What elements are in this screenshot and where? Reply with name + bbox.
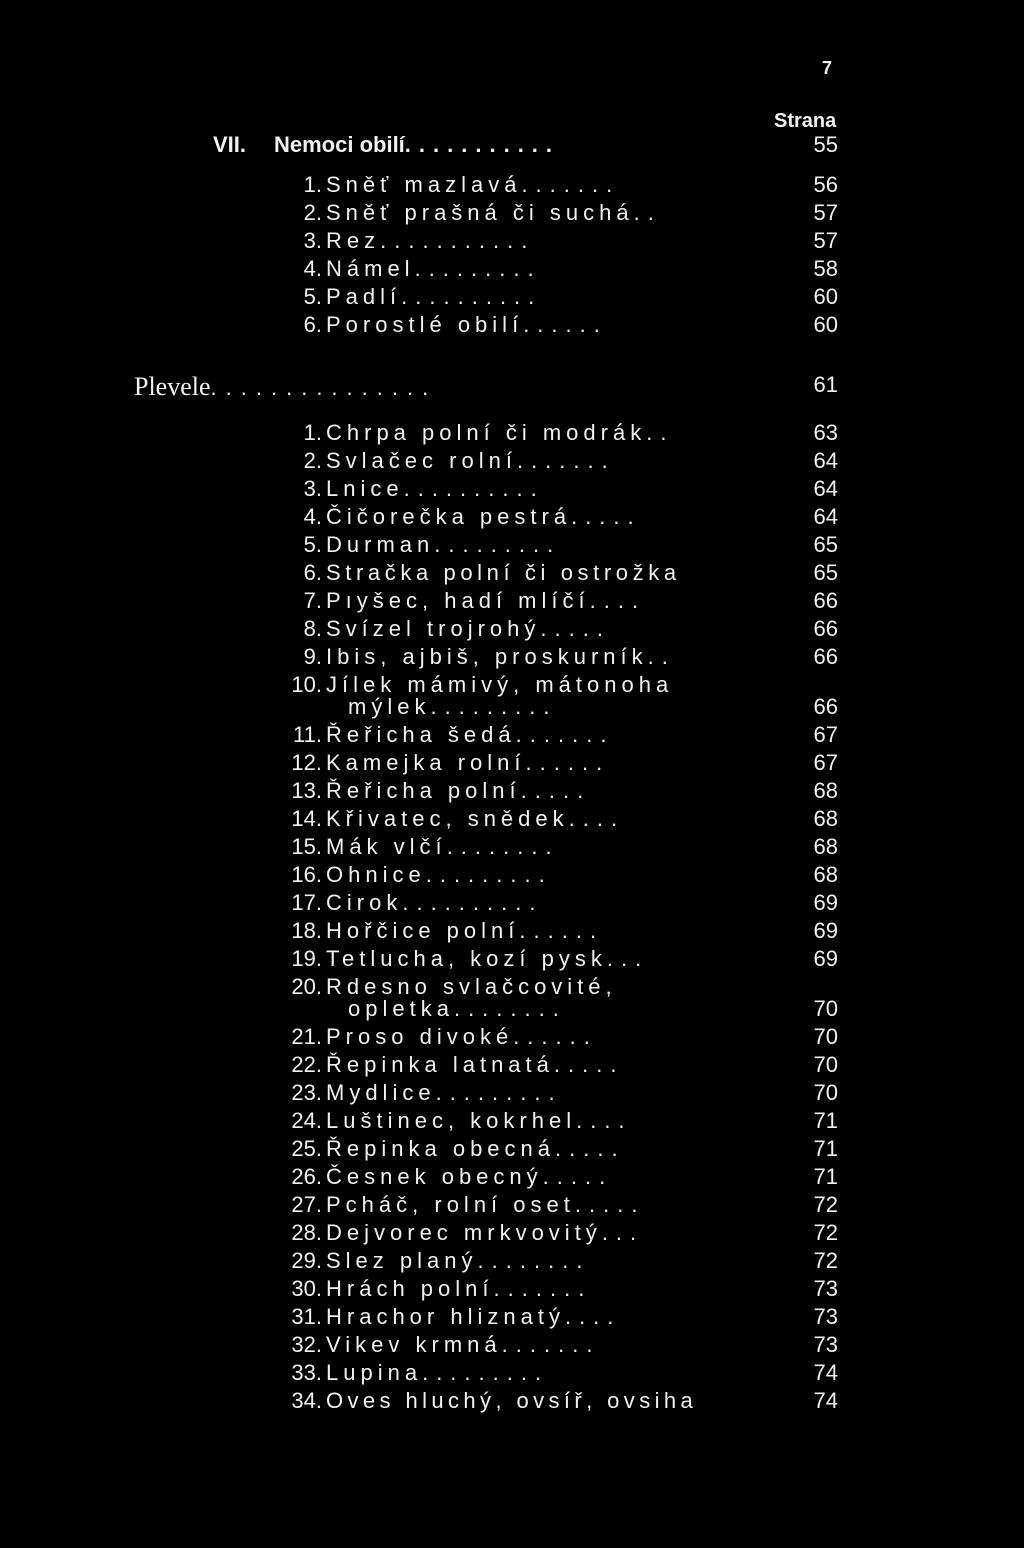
entry-number: 3. (303, 476, 322, 501)
leader-dots: .......... (401, 284, 543, 309)
leader-dots: ...... (519, 918, 605, 943)
entry-page: 73 (813, 1276, 838, 1301)
entry-title: Chrpa polní či modrák.. (326, 420, 675, 445)
leader-dots: ......... (435, 1080, 563, 1105)
entry-number: 23. (291, 1080, 322, 1105)
leader-dots: ....... (493, 1276, 593, 1301)
entry-number: 1. (303, 172, 322, 197)
toc-entry (0, 946, 1024, 976)
entry-title: Cirok.......... (326, 890, 544, 915)
toc-entry (0, 1192, 1024, 1222)
leader-dots: ......... (414, 256, 542, 281)
entry-title: Řeřicha šedá....... (326, 722, 615, 747)
entry-number: 24. (291, 1108, 322, 1133)
leader-dots: .......... (402, 890, 544, 915)
entry-title: Proso divoké...... (326, 1024, 598, 1049)
toc-entry (0, 1332, 1024, 1362)
toc-section-heading (0, 372, 1024, 402)
toc-entry (0, 862, 1024, 892)
entry-page: 70 (813, 1052, 838, 1077)
entry-page: 71 (813, 1164, 838, 1189)
entry-title: Rez........... (326, 228, 536, 253)
entry-number: 13. (291, 778, 322, 803)
entry-page: 73 (813, 1304, 838, 1329)
leader-dots: ..... (555, 1136, 626, 1161)
entry-page: 64 (813, 448, 838, 473)
leader-dots: .... (568, 806, 626, 831)
toc-entry (0, 504, 1024, 534)
toc-entry (0, 1304, 1024, 1334)
toc-entry (0, 476, 1024, 506)
entry-page: 72 (813, 1220, 838, 1245)
entry-page: 63 (813, 420, 838, 445)
entry-number: 31. (291, 1304, 322, 1329)
leader-dots: ....... (515, 722, 615, 747)
entry-page: 66 (813, 644, 838, 669)
entry-number: 6. (303, 560, 322, 585)
entry-number: 16. (291, 862, 322, 887)
entry-title: Česnek obecný..... (326, 1164, 614, 1189)
entry-title: Svízel trojrohý..... (326, 616, 611, 641)
entry-number: 8. (303, 616, 322, 641)
entry-title: Slez planý........ (326, 1248, 591, 1273)
entry-title: Tetlucha, kozí pysk... (326, 946, 650, 971)
entry-number: 3. (303, 228, 322, 253)
leader-dots: ........ (477, 1248, 591, 1273)
toc-entry (0, 1024, 1024, 1054)
entry-title: Kamejka rolní...... (326, 750, 611, 775)
leader-dots: ........... (380, 228, 536, 253)
toc-entry (0, 588, 1024, 618)
entry-number: 26. (291, 1164, 322, 1189)
leader-dots: ...... (525, 750, 611, 775)
entry-title: Námel......... (326, 256, 542, 281)
leader-dots: ........ (453, 996, 567, 1021)
entry-number: 28. (291, 1220, 322, 1245)
leader-dots: ..... (574, 1192, 646, 1217)
entry-page: 65 (813, 560, 838, 585)
entry-title: Stračka polní či ostrožka (326, 560, 681, 585)
entry-number: 5. (303, 284, 322, 309)
toc-entry (0, 256, 1024, 286)
leader-dots: ..... (553, 1052, 625, 1077)
toc-entry (0, 1276, 1024, 1306)
entry-number: 9. (303, 644, 322, 669)
entry-title: Mydlice......... (326, 1080, 563, 1105)
entry-number: 18. (291, 918, 322, 943)
entry-number: 5. (303, 532, 322, 557)
entry-number: 4. (303, 504, 322, 529)
entry-page: 67 (813, 750, 838, 775)
entry-number: 17. (291, 890, 322, 915)
toc-section-heading (0, 132, 1024, 162)
entry-page: 69 (813, 946, 838, 971)
toc-entry (0, 1164, 1024, 1194)
entry-title: Oves hluchý, ovsíř, ovsiha (326, 1388, 698, 1413)
entry-page: 69 (813, 918, 838, 943)
toc-entry (0, 750, 1024, 780)
entry-title: Jílek mámivý, mátonoha (326, 672, 674, 697)
leader-dots: ......... (430, 694, 558, 719)
leader-dots: .. (647, 644, 676, 669)
leader-dots: ......... (425, 862, 553, 887)
entry-page: 70 (813, 1080, 838, 1105)
entry-title: Čičorečka pestrá..... (326, 504, 642, 529)
entry-title: Padlí.......... (326, 284, 543, 309)
entry-page: 72 (813, 1192, 838, 1217)
entry-number: 6. (303, 312, 322, 337)
entry-page: 57 (813, 228, 838, 253)
entry-page: 56 (813, 172, 838, 197)
entry-number: 7. (303, 588, 322, 613)
entry-page: 74 (813, 1388, 838, 1413)
entry-number: 22. (291, 1052, 322, 1077)
entry-number: 21. (291, 1024, 322, 1049)
toc-entry (0, 1080, 1024, 1110)
entry-title: Hořčice polní...... (326, 918, 605, 943)
entry-page: 69 (813, 890, 838, 915)
section-page: 55 (813, 132, 838, 157)
entry-number: 2. (303, 448, 322, 473)
entry-title: Řepinka obecná..... (326, 1136, 626, 1161)
leader-dots: ...... (513, 1024, 598, 1049)
leader-dots: ......... (434, 532, 562, 557)
entry-number: 11. (293, 722, 322, 747)
entry-number: 1. (303, 420, 322, 445)
entry-title: opletka........ (348, 996, 567, 1021)
entry-number: 34. (291, 1388, 322, 1413)
toc-entry (0, 1108, 1024, 1138)
entry-number: 32. (291, 1332, 322, 1357)
entry-page: 70 (813, 1024, 838, 1049)
leader-dots: ..... (542, 1164, 614, 1189)
toc-entry (0, 420, 1024, 450)
entry-title: Pcháč, rolní oset..... (326, 1192, 646, 1217)
leader-dots: ...... (523, 312, 608, 337)
toc-entry (0, 228, 1024, 258)
leader-dots: ... (601, 1220, 645, 1245)
entry-page: 65 (813, 532, 838, 557)
leader-dots: .... (564, 1304, 622, 1329)
entry-page: 66 (813, 616, 838, 641)
entry-title: Ohnice......... (326, 862, 553, 887)
entry-title: Mák vlčí........ (326, 834, 560, 859)
section-title (134, 372, 437, 402)
leader-dots: .... (576, 1108, 633, 1133)
entry-number: 33. (291, 1360, 322, 1385)
section-title-text: Plevele (134, 372, 211, 401)
toc-entry (0, 1220, 1024, 1250)
entry-number: 20. (291, 974, 322, 999)
entry-title: Řepinka latnatá..... (326, 1052, 625, 1077)
toc-entry (0, 778, 1024, 808)
entry-number: 10. (291, 672, 322, 697)
leader-dots: ... (606, 946, 650, 971)
entry-page: 64 (813, 476, 838, 501)
entry-number: 2. (303, 200, 322, 225)
section-number: VII. (212, 132, 246, 157)
leader-dots: .. (646, 420, 675, 445)
leader-dots: ......... (422, 1360, 550, 1385)
entry-page: 58 (813, 256, 838, 281)
toc-entry (0, 694, 1024, 724)
section-page: 61 (813, 372, 838, 397)
entry-title: Svlačec rolní....... (326, 448, 616, 473)
entry-title: Hrachor hliznatý.... (326, 1304, 622, 1329)
entry-title: Durman......... (326, 532, 562, 557)
entry-number: 4. (303, 256, 322, 281)
toc-entry (0, 284, 1024, 314)
leader-dots: .. (633, 200, 662, 225)
entry-number: 27. (291, 1192, 322, 1217)
entry-page: 60 (813, 284, 838, 309)
page-number: 7 (822, 58, 833, 78)
entry-page: 72 (813, 1248, 838, 1273)
entry-title: Rdesno svlačcovité, (326, 974, 617, 999)
page-column-header: Strana (774, 110, 837, 132)
leader-dots: ........ (446, 834, 560, 859)
toc-entry (0, 1360, 1024, 1390)
entry-number: 29. (291, 1248, 322, 1273)
entry-title: Křivatec, snědek.... (326, 806, 626, 831)
entry-title: mýlek......... (348, 694, 558, 719)
toc-entry (0, 996, 1024, 1026)
toc-entry (0, 722, 1024, 752)
entry-page: 60 (813, 312, 838, 337)
leader-dots: ....... (521, 172, 621, 197)
leader-dots: ..... (571, 504, 642, 529)
entry-title: Luštinec, kokrhel.... (326, 1108, 633, 1133)
toc-entry (0, 532, 1024, 562)
leader-dots: ............... (210, 375, 438, 400)
entry-page: 67 (813, 722, 838, 747)
toc-entry (0, 1052, 1024, 1082)
entry-number: 30. (291, 1276, 322, 1301)
section-title-text: Nemoci obilí (274, 132, 405, 157)
leader-dots: ....... (501, 1332, 601, 1357)
entry-page: 70 (813, 996, 838, 1021)
toc-entry (0, 1388, 1024, 1418)
section-title (274, 132, 560, 158)
entry-number: 14. (291, 806, 322, 831)
toc-entry (0, 1136, 1024, 1166)
entry-title: Lupina......... (326, 1360, 550, 1385)
toc-entry (0, 312, 1024, 342)
entry-title: Ibis, ajbiš, proskurník.. (326, 644, 676, 669)
toc-entry (0, 448, 1024, 478)
entry-page: 68 (813, 862, 838, 887)
leader-dots: ..... (520, 778, 592, 803)
entry-page: 57 (813, 200, 838, 225)
toc-entry (0, 200, 1024, 230)
entry-page: 64 (813, 504, 838, 529)
entry-title: Vikev krmná....... (326, 1332, 601, 1357)
entry-title: Sněť mazlavá....... (326, 172, 621, 197)
entry-number: 15. (291, 834, 322, 859)
toc-entry (0, 918, 1024, 948)
entry-page: 68 (813, 778, 838, 803)
toc-entry (0, 806, 1024, 836)
entry-number: 19. (291, 946, 322, 971)
entry-page: 66 (813, 588, 838, 613)
entry-title: Pıyšec, hadí mlíčí.... (326, 588, 647, 613)
entry-page: 68 (813, 806, 838, 831)
toc-entry (0, 834, 1024, 864)
entry-page: 73 (813, 1332, 838, 1357)
entry-page: 71 (813, 1136, 838, 1161)
leader-dots: ........... (404, 132, 561, 157)
entry-title: Sněť prašná či suchá.. (326, 200, 662, 225)
toc-entry (0, 644, 1024, 674)
leader-dots: .......... (403, 476, 545, 501)
entry-title: Dejvorec mrkvovitý... (326, 1220, 645, 1245)
leader-dots: ....... (516, 448, 616, 473)
entry-title: Řeřicha polní..... (326, 778, 592, 803)
toc-entry (0, 1248, 1024, 1278)
entry-number: 12. (291, 750, 322, 775)
entry-title: Porostlé obilí...... (326, 312, 608, 337)
toc-entry (0, 172, 1024, 202)
toc-entry (0, 560, 1024, 590)
toc-entry (0, 890, 1024, 920)
entry-number: 25. (291, 1136, 322, 1161)
leader-dots: ..... (540, 616, 611, 641)
toc-entry (0, 616, 1024, 646)
leader-dots: .... (589, 588, 647, 613)
entry-page: 71 (813, 1108, 838, 1133)
entry-page: 74 (813, 1360, 838, 1385)
entry-title: Lnice.......... (326, 476, 545, 501)
entry-page: 68 (813, 834, 838, 859)
entry-title: Hrách polní....... (326, 1276, 593, 1301)
entry-page: 66 (813, 694, 838, 719)
